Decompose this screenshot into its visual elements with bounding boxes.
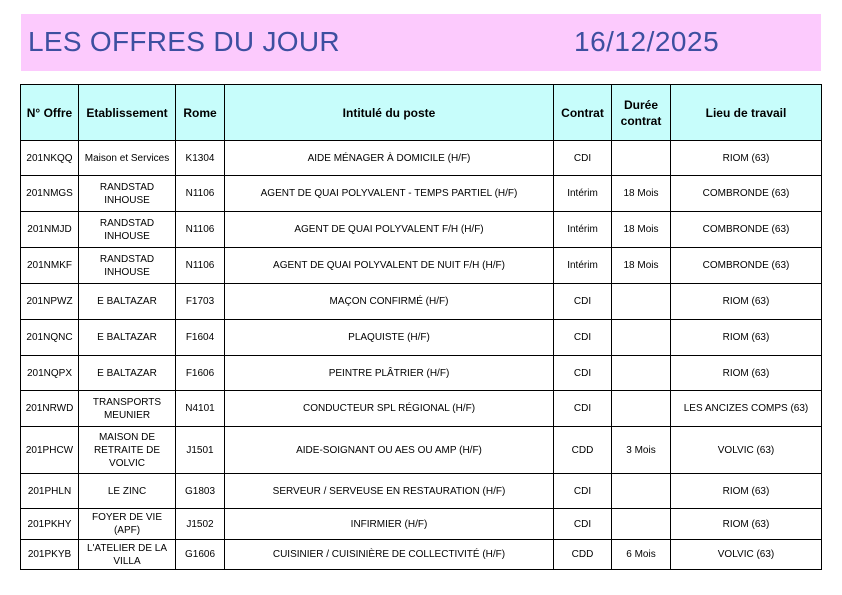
cell-rome: N1106 xyxy=(176,176,225,212)
table-row xyxy=(21,540,822,570)
offers-table xyxy=(20,84,822,570)
column-header-establishment: Etablissement xyxy=(79,85,176,141)
cell-job-title: CUISINIER / CUISINIÈRE DE COLLECTIVITÉ (H/F) xyxy=(225,540,554,570)
cell-duration: 18 Mois xyxy=(612,248,671,284)
cell-offer-number: 201NQNC xyxy=(21,320,79,356)
table-row xyxy=(21,474,822,509)
table-row xyxy=(21,212,822,248)
cell-duration xyxy=(612,356,671,391)
column-header-contract: Contrat xyxy=(554,85,612,141)
cell-offer-number: 201NRWD xyxy=(21,391,79,427)
cell-job-title: MAÇON CONFIRMÉ (H/F) xyxy=(225,284,554,320)
page-date: 16/12/2025 xyxy=(574,26,720,57)
column-header-job-title: Intitulé du poste xyxy=(225,85,554,141)
cell-workplace: VOLVIC (63) xyxy=(671,540,822,570)
cell-establishment: RANDSTAD INHOUSE xyxy=(79,176,176,212)
cell-workplace: VOLVIC (63) xyxy=(671,427,822,474)
cell-workplace: LES ANCIZES COMPS (63) xyxy=(671,391,822,427)
cell-contract: Intérim xyxy=(554,248,612,284)
cell-contract: CDI xyxy=(554,474,612,509)
cell-workplace: RIOM (63) xyxy=(671,141,822,176)
cell-job-title: AIDE MÉNAGER À DOMICILE (H/F) xyxy=(225,141,554,176)
cell-duration xyxy=(612,141,671,176)
cell-offer-number: 201PHCW xyxy=(21,427,79,474)
cell-workplace: COMBRONDE (63) xyxy=(671,248,822,284)
cell-duration xyxy=(612,320,671,356)
header-banner xyxy=(21,14,821,71)
table-row xyxy=(21,141,822,176)
table-row xyxy=(21,391,822,427)
cell-workplace: RIOM (63) xyxy=(671,474,822,509)
cell-duration xyxy=(612,391,671,427)
table-header-row xyxy=(21,85,822,141)
cell-duration: 18 Mois xyxy=(612,212,671,248)
cell-establishment: RANDSTAD INHOUSE xyxy=(79,212,176,248)
cell-contract: CDI xyxy=(554,284,612,320)
cell-contract: CDD xyxy=(554,427,612,474)
cell-job-title: PEINTRE PLÂTRIER (H/F) xyxy=(225,356,554,391)
cell-contract: CDI xyxy=(554,509,612,540)
cell-job-title: INFIRMIER (H/F) xyxy=(225,509,554,540)
cell-offer-number: 201NKQQ xyxy=(21,141,79,176)
cell-duration: 18 Mois xyxy=(612,176,671,212)
cell-rome: F1606 xyxy=(176,356,225,391)
page-title: LES OFFRES DU JOUR xyxy=(28,26,340,57)
cell-workplace: RIOM (63) xyxy=(671,356,822,391)
cell-rome: K1304 xyxy=(176,141,225,176)
table-row xyxy=(21,509,822,540)
column-header-contract-duration: Durée contrat xyxy=(612,85,671,141)
table-row xyxy=(21,248,822,284)
cell-establishment: TRANSPORTS MEUNIER xyxy=(79,391,176,427)
cell-offer-number: 201PKHY xyxy=(21,509,79,540)
cell-contract: CDI xyxy=(554,320,612,356)
cell-workplace: RIOM (63) xyxy=(671,320,822,356)
cell-rome: N1106 xyxy=(176,212,225,248)
cell-job-title: AGENT DE QUAI POLYVALENT F/H (H/F) xyxy=(225,212,554,248)
cell-rome: N4101 xyxy=(176,391,225,427)
cell-duration xyxy=(612,284,671,320)
cell-rome: J1502 xyxy=(176,509,225,540)
cell-establishment: E BALTAZAR xyxy=(79,284,176,320)
cell-offer-number: 201NMGS xyxy=(21,176,79,212)
cell-establishment: FOYER DE VIE (APF) xyxy=(79,509,176,540)
cell-contract: CDI xyxy=(554,391,612,427)
cell-contract: CDI xyxy=(554,141,612,176)
cell-job-title: AIDE-SOIGNANT OU AES OU AMP (H/F) xyxy=(225,427,554,474)
column-header-offer-number: N° Offre xyxy=(21,85,79,141)
cell-rome: G1606 xyxy=(176,540,225,570)
cell-rome: N1106 xyxy=(176,248,225,284)
table-row xyxy=(21,356,822,391)
cell-job-title: AGENT DE QUAI POLYVALENT DE NUIT F/H (H/F) xyxy=(225,248,554,284)
cell-establishment: LE ZINC xyxy=(79,474,176,509)
cell-establishment: E BALTAZAR xyxy=(79,320,176,356)
cell-rome: F1604 xyxy=(176,320,225,356)
table-row xyxy=(21,320,822,356)
cell-duration: 6 Mois xyxy=(612,540,671,570)
cell-contract: Intérim xyxy=(554,176,612,212)
cell-workplace: RIOM (63) xyxy=(671,509,822,540)
cell-job-title: SERVEUR / SERVEUSE EN RESTAURATION (H/F) xyxy=(225,474,554,509)
cell-offer-number: 201NQPX xyxy=(21,356,79,391)
cell-contract: CDI xyxy=(554,356,612,391)
cell-establishment: L'ATELIER DE LA VILLA xyxy=(79,540,176,570)
cell-rome: F1703 xyxy=(176,284,225,320)
cell-establishment: MAISON DE RETRAITE DE VOLVIC xyxy=(79,427,176,474)
cell-contract: CDD xyxy=(554,540,612,570)
cell-workplace: RIOM (63) xyxy=(671,284,822,320)
column-header-rome: Rome xyxy=(176,85,225,141)
cell-duration xyxy=(612,509,671,540)
cell-establishment: E BALTAZAR xyxy=(79,356,176,391)
cell-rome: J1501 xyxy=(176,427,225,474)
column-header-workplace: Lieu de travail xyxy=(671,85,822,141)
cell-offer-number: 201NMKF xyxy=(21,248,79,284)
cell-workplace: COMBRONDE (63) xyxy=(671,212,822,248)
cell-job-title: CONDUCTEUR SPL RÉGIONAL (H/F) xyxy=(225,391,554,427)
table-row xyxy=(21,176,822,212)
cell-job-title: AGENT DE QUAI POLYVALENT - TEMPS PARTIEL (H/F) xyxy=(225,176,554,212)
cell-rome: G1803 xyxy=(176,474,225,509)
cell-duration xyxy=(612,474,671,509)
cell-duration: 3 Mois xyxy=(612,427,671,474)
table-row xyxy=(21,284,822,320)
cell-establishment: Maison et Services xyxy=(79,141,176,176)
cell-workplace: COMBRONDE (63) xyxy=(671,176,822,212)
cell-offer-number: 201NPWZ xyxy=(21,284,79,320)
cell-job-title: PLAQUISTE (H/F) xyxy=(225,320,554,356)
cell-offer-number: 201NMJD xyxy=(21,212,79,248)
cell-contract: Intérim xyxy=(554,212,612,248)
cell-establishment: RANDSTAD INHOUSE xyxy=(79,248,176,284)
cell-offer-number: 201PHLN xyxy=(21,474,79,509)
cell-offer-number: 201PKYB xyxy=(21,540,79,570)
table-row xyxy=(21,427,822,474)
